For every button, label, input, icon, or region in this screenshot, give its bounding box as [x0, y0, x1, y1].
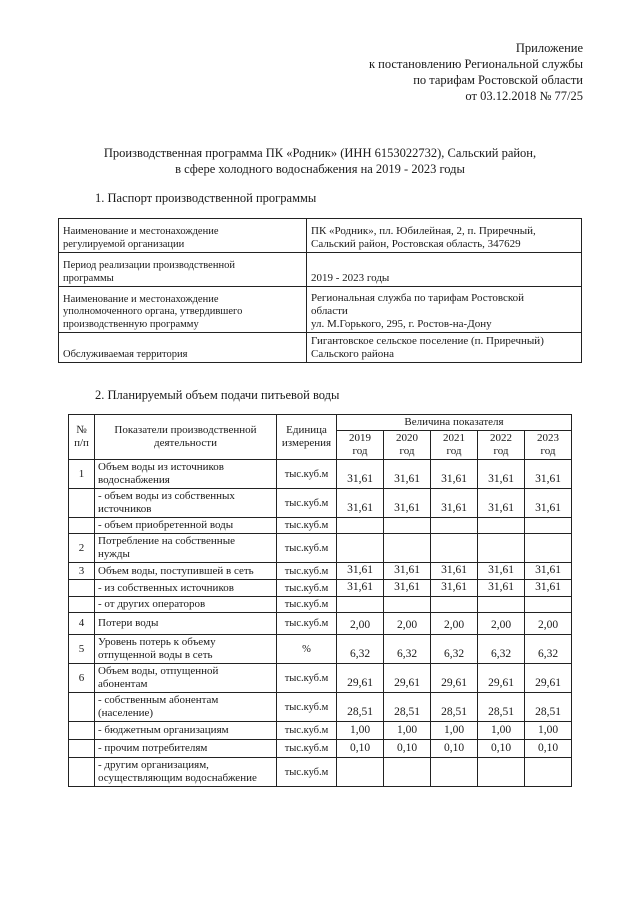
row-value [384, 758, 431, 787]
row-value [337, 534, 384, 563]
row-value: 31,61 [431, 563, 478, 580]
row-value: 31,61 [384, 563, 431, 580]
row-indicator: - другим организациям, осуществляющим водоснабжение [95, 758, 277, 787]
row-value: 31,61 [384, 489, 431, 518]
row-value [525, 518, 572, 534]
row-value [431, 758, 478, 787]
row-number: 6 [69, 664, 95, 693]
row-value: 2,00 [337, 613, 384, 635]
row-value: 31,61 [337, 580, 384, 597]
table-row [69, 489, 572, 518]
row-value: 6,32 [478, 635, 525, 664]
header-year [431, 431, 478, 460]
passport-label: Обслуживаемая территория [59, 333, 307, 363]
row-unit: тыс.куб.м [277, 722, 337, 740]
row-value: 0,10 [525, 740, 572, 758]
passport-value: 2019 - 2023 годы [307, 253, 582, 287]
row-unit: тыс.куб.м [277, 693, 337, 722]
passport-label: Период реализации производственной программы [59, 253, 307, 287]
header-unit: Единица измерения [277, 415, 337, 460]
row-indicator: - прочим потребителям [95, 740, 277, 758]
row-indicator: - из собственных источников [95, 580, 277, 597]
row-number: 2 [69, 534, 95, 563]
row-value: 31,61 [431, 460, 478, 489]
year-suffix: год [399, 445, 415, 457]
row-unit: тыс.куб.м [277, 460, 337, 489]
table-row [69, 635, 572, 664]
row-value: 28,51 [384, 693, 431, 722]
table-row [69, 460, 572, 489]
year-suffix: год [446, 445, 462, 457]
table-row [69, 613, 572, 635]
passport-label: Наименование и местонахождение уполномоченного органа, утвердившего производственную программу [59, 287, 307, 333]
section-1-heading: 1. Паспорт производственной программы [95, 191, 317, 205]
header-indicator: Показатели производственной деятельности [95, 415, 277, 460]
passport-row [59, 287, 582, 333]
table-row [69, 693, 572, 722]
row-number [69, 758, 95, 787]
row-value: 29,61 [478, 664, 525, 693]
row-indicator: Объем воды, поступившей в сеть [95, 563, 277, 580]
row-unit: тыс.куб.м [277, 563, 337, 580]
row-unit: тыс.куб.м [277, 489, 337, 518]
row-value: 29,61 [431, 664, 478, 693]
row-indicator: - объем приобретенной воды [95, 518, 277, 534]
title-line-1: Производственная программа ПК «Родник» (ИНН 6153022732), Сальский район, [103, 146, 537, 160]
row-indicator: Объем воды, отпущенной абонентам [95, 664, 277, 693]
row-value: 31,61 [478, 580, 525, 597]
row-value [337, 518, 384, 534]
year-number: 2022 [490, 432, 512, 444]
row-value: 1,00 [525, 722, 572, 740]
row-number [69, 722, 95, 740]
row-value: 6,32 [384, 635, 431, 664]
row-value: 0,10 [431, 740, 478, 758]
section-2-heading: 2. Планируемый объем подачи питьевой воды [95, 388, 340, 402]
row-number [69, 597, 95, 613]
passport-row [59, 253, 582, 287]
year-suffix: год [540, 445, 556, 457]
header-number: № п/п [69, 415, 95, 460]
row-value: 6,32 [525, 635, 572, 664]
annex-line-3: по тарифам Ростовской области [413, 73, 583, 87]
row-value [384, 534, 431, 563]
row-value: 31,61 [431, 489, 478, 518]
row-indicator: Объем воды из источников водоснабжения [95, 460, 277, 489]
row-value [431, 534, 478, 563]
year-number: 2019 [349, 432, 371, 444]
passport-value: Гигантовское сельское поселение (п. Приречный) Сальского района [307, 333, 582, 363]
row-value [384, 597, 431, 613]
row-value [478, 518, 525, 534]
row-value [525, 534, 572, 563]
year-number: 2021 [443, 432, 465, 444]
row-value: 2,00 [478, 613, 525, 635]
row-number [69, 740, 95, 758]
row-unit: тыс.куб.м [277, 597, 337, 613]
row-value: 0,10 [337, 740, 384, 758]
row-value: 2,00 [384, 613, 431, 635]
row-value: 29,61 [525, 664, 572, 693]
row-indicator: - объем воды из собственных источников [95, 489, 277, 518]
row-value: 31,61 [337, 489, 384, 518]
row-value [525, 597, 572, 613]
year-number: 2020 [396, 432, 418, 444]
passport-table [58, 218, 582, 363]
row-number [69, 580, 95, 597]
table-row [69, 597, 572, 613]
row-indicator: - от других операторов [95, 597, 277, 613]
row-value: 31,61 [478, 563, 525, 580]
row-indicator: Уровень потерь к объему отпущенной воды в сеть [95, 635, 277, 664]
document-title [60, 145, 580, 177]
annex-line-4: от 03.12.2018 № 77/25 [465, 89, 583, 103]
row-unit: % [277, 635, 337, 664]
annex-line-2: к постановлению Региональной службы [368, 57, 583, 71]
row-value [431, 518, 478, 534]
row-value: 28,51 [431, 693, 478, 722]
row-value: 31,61 [384, 460, 431, 489]
table-row [69, 758, 572, 787]
header-year [337, 431, 384, 460]
row-number [69, 693, 95, 722]
passport-row [59, 333, 582, 363]
passport-value: Региональная служба по тарифам Ростовской области ул. М.Горького, 295, г. Ростов-на-Дону [307, 287, 582, 333]
row-indicator: - бюджетным организациям [95, 722, 277, 740]
row-value: 31,61 [525, 580, 572, 597]
row-value [478, 534, 525, 563]
row-number: 3 [69, 563, 95, 580]
header-values-group: Величина показателя [337, 415, 572, 431]
row-value: 0,10 [478, 740, 525, 758]
row-value: 29,61 [384, 664, 431, 693]
year-suffix: год [493, 445, 509, 457]
row-unit: тыс.куб.м [277, 580, 337, 597]
table-row [69, 518, 572, 534]
row-number: 4 [69, 613, 95, 635]
passport-value: ПК «Родник», пл. Юбилейная, 2, п. Приречный, Сальский район, Ростовская область, 347629 [307, 219, 582, 253]
row-unit: тыс.куб.м [277, 534, 337, 563]
table-row [69, 580, 572, 597]
row-number: 1 [69, 460, 95, 489]
row-value: 1,00 [337, 722, 384, 740]
row-value: 31,61 [525, 489, 572, 518]
table-row [69, 740, 572, 758]
row-value: 31,61 [431, 580, 478, 597]
row-value [431, 597, 478, 613]
row-indicator: Потери воды [95, 613, 277, 635]
row-unit: тыс.куб.м [277, 613, 337, 635]
annex-header [369, 40, 583, 104]
row-value: 28,51 [525, 693, 572, 722]
row-value: 31,61 [478, 460, 525, 489]
row-value [478, 597, 525, 613]
row-value [337, 597, 384, 613]
row-value: 31,61 [525, 460, 572, 489]
row-value: 6,32 [337, 635, 384, 664]
table-row [69, 563, 572, 580]
row-value: 31,61 [337, 460, 384, 489]
row-number: 5 [69, 635, 95, 664]
row-number [69, 489, 95, 518]
title-line-2: в сфере холодного водоснабжения на 2019 - 2023 годы [175, 162, 465, 176]
row-unit: тыс.куб.м [277, 758, 337, 787]
row-value [478, 758, 525, 787]
row-value: 2,00 [431, 613, 478, 635]
row-value: 28,51 [337, 693, 384, 722]
table-row [69, 534, 572, 563]
year-number: 2023 [537, 432, 559, 444]
row-value [337, 758, 384, 787]
row-value: 31,61 [525, 563, 572, 580]
row-value: 28,51 [478, 693, 525, 722]
row-unit: тыс.куб.м [277, 664, 337, 693]
row-value: 2,00 [525, 613, 572, 635]
row-value: 29,61 [337, 664, 384, 693]
year-suffix: год [352, 445, 368, 457]
row-unit: тыс.куб.м [277, 740, 337, 758]
annex-line-1: Приложение [515, 41, 583, 55]
header-year [525, 431, 572, 460]
header-year [384, 431, 431, 460]
table-row [69, 664, 572, 693]
row-value: 1,00 [384, 722, 431, 740]
row-value [384, 518, 431, 534]
row-indicator: Потребление на собственные нужды [95, 534, 277, 563]
row-value: 31,61 [478, 489, 525, 518]
row-indicator: - собственным абонентам (население) [95, 693, 277, 722]
header-year [478, 431, 525, 460]
passport-label: Наименование и местонахождение регулируемой организации [59, 219, 307, 253]
passport-row [59, 219, 582, 253]
row-value: 6,32 [431, 635, 478, 664]
row-number [69, 518, 95, 534]
row-value: 0,10 [384, 740, 431, 758]
row-unit: тыс.куб.м [277, 518, 337, 534]
table-row [69, 722, 572, 740]
row-value: 31,61 [337, 563, 384, 580]
water-volume-table [68, 414, 572, 787]
row-value: 1,00 [431, 722, 478, 740]
row-value: 1,00 [478, 722, 525, 740]
row-value [525, 758, 572, 787]
row-value: 31,61 [384, 580, 431, 597]
